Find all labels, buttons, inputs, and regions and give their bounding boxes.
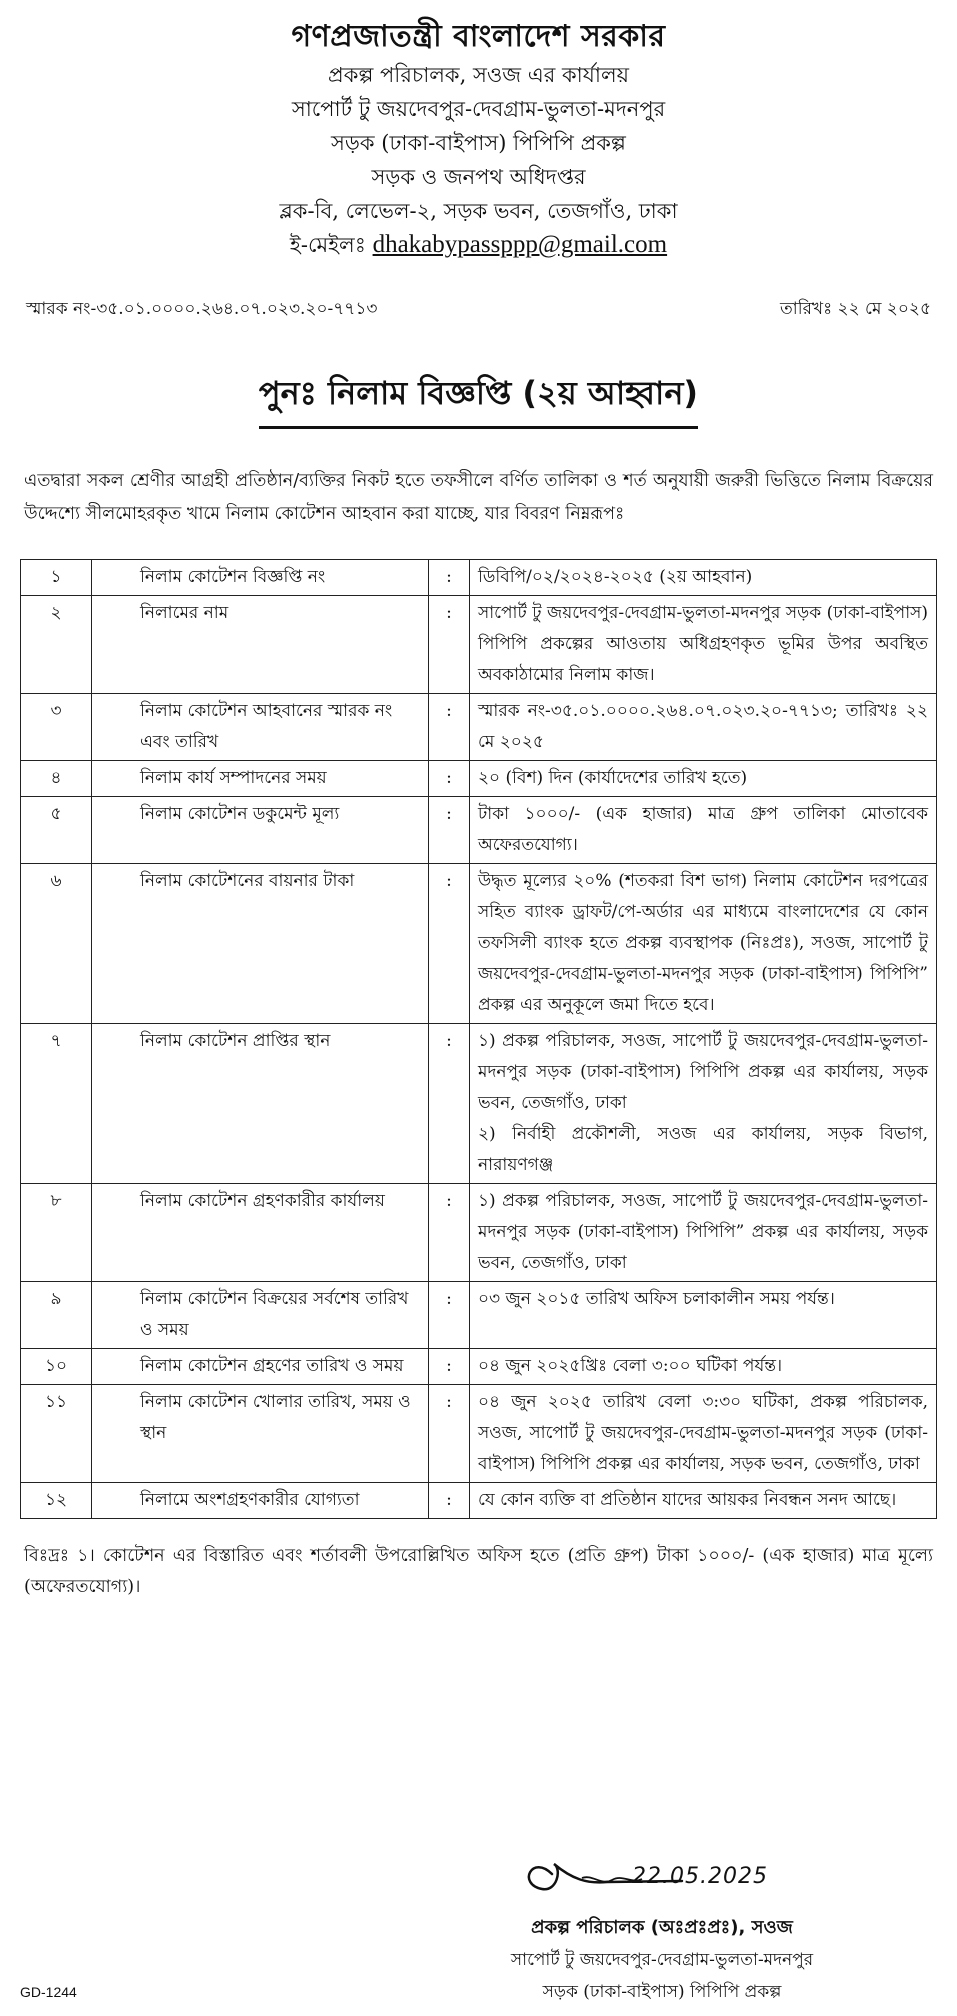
table-row: [21, 864, 937, 1024]
letterhead: [20, 16, 937, 262]
government-title: গণপ্রজাতন্ত্রী বাংলাদেশ সরকার: [291, 19, 666, 54]
row-separator: :: [429, 694, 470, 761]
row-label: নিলাম কোটেশন গ্রহণকারীর কার্যালয়: [92, 1184, 429, 1282]
office-name: প্রকল্প পরিচালক, সওজ এর কার্যালয়: [328, 63, 629, 87]
row-value: ১) প্রকল্প পরিচালক, সওজ, সাপোর্ট টু জয়দেবপুর-দেবগ্রাম-ভুলতা-মদনপুর সড়ক (ঢাকা-বাইপাস) পিপিপি” প্রকল্প এর কার্যালয়, সড়ক ভবন, তেজগাঁও, ঢাকা: [470, 1184, 937, 1282]
row-label: নিলামের নাম: [92, 596, 429, 694]
notice-page: [0, 16, 957, 2016]
row-label: নিলাম কোটেশন বিক্রয়ের সর্বশেষ তারিখ ও সময়: [92, 1282, 429, 1349]
memo-number: স্মারক নং-৩৫.০১.০০০০.২৬৪.০৭.০২৩.২০-৭৭১৩: [26, 299, 378, 319]
memo-date: তারিখঃ ২২ মে ২০২৫: [780, 299, 931, 319]
footnote: বিঃদ্রঃ ১। কোটেশন এর বিস্তারিত এবং শর্তাবলী উপরোল্লিখিত অফিস হতে (প্রতি গ্রুপ) টাকা ১০০০/- (এক হাজার) মাত্র মূল্যে (অফেরতযোগ্য)।: [24, 1546, 933, 1597]
signatory-project-line-2: সড়ক (ঢাকা-বাইপাস) পিপিপি প্রকল্প: [542, 1982, 782, 2002]
signature-block: [462, 1834, 862, 2008]
row-separator: :: [429, 1184, 470, 1282]
row-label: নিলাম কোটেশন গ্রহণের তারিখ ও সময়: [92, 1349, 429, 1385]
row-serial: ১০: [21, 1349, 92, 1385]
department-name: সড়ক ও জনপথ অধিদপ্তর: [371, 165, 586, 189]
signatory-title: প্রকল্প পরিচালক (অঃপ্রঃপ্রঃ), সওজ: [531, 1917, 793, 1938]
signature-date: 22.05.2025: [632, 1864, 768, 1889]
row-label: নিলাম কোটেশনের বায়নার টাকা: [92, 864, 429, 1024]
row-label: নিলাম কোটেশন আহবানের স্মারক নং এবং তারিখ: [92, 694, 429, 761]
row-value: ডিবিপি/০২/২০২৪-২০২৫ (২য় আহবান): [470, 560, 937, 596]
row-serial: ১: [21, 560, 92, 596]
row-serial: ৮: [21, 1184, 92, 1282]
row-label: নিলাম কার্য সম্পাদনের সময়: [92, 761, 429, 797]
row-value: স্মারক নং-৩৫.০১.০০০০.২৬৪.০৭.০২৩.২০-৭৭১৩; তারিখঃ ২২ মে ২০২৫: [470, 694, 937, 761]
table-row: [21, 1385, 937, 1483]
row-separator: :: [429, 1483, 470, 1519]
row-value: টাকা ১০০০/- (এক হাজার) মাত্র গ্রুপ তালিকা মোতাবেক অফেরতযোগ্য।: [470, 797, 937, 864]
row-label: নিলামে অংশগ্রহণকারীর যোগ্যতা: [92, 1483, 429, 1519]
row-value-line: ২) নির্বাহী প্রকৌশলী, সওজ এর কার্যালয়, সড়ক বিভাগ, নারায়ণগঞ্জ: [478, 1124, 928, 1175]
row-value: ০৪ জুন ২০২৫খ্রিঃ বেলা ৩:০০ ঘটিকা পর্যন্ত।: [470, 1349, 937, 1385]
row-value-line: ১) প্রকল্প পরিচালক, সওজ, সাপোর্ট টু জয়দেবপুর-দেবগ্রাম-ভুলতা-মদনপুর সড়ক (ঢাকা-বাইপাস) পিপিপি প্রকল্প এর কার্যালয়, সড়ক ভবন, তেজগাঁও, ঢাকা: [478, 1031, 928, 1113]
row-separator: :: [429, 1024, 470, 1184]
row-value: উদ্ধৃত মূল্যের ২০% (শতকরা বিশ ভাগ) নিলাম কোটেশন দরপত্রের সহিত ব্যাংক ড্রাফট/পে-অর্ডার এর মাধ্যমে বাংলাদেশের যে কোন তফসিলী ব্যাংক হতে প্রকল্প ব্যবস্থাপক (নিঃপ্রঃ), সওজ, সাপোর্ট টু জয়দেবপুর-দেবগ্রাম-ভুলতা-মদনপুর সড়ক (ঢাকা-বাইপাস) পিপিপি” প্রকল্প এর অনুকূলে জমা দিতে হবে।: [470, 864, 937, 1024]
row-serial: ৭: [21, 1024, 92, 1184]
table-row: [21, 761, 937, 797]
row-serial: ৩: [21, 694, 92, 761]
row-label: নিলাম কোটেশন প্রাপ্তির স্থান: [92, 1024, 429, 1184]
document-code: GD-1244: [20, 1984, 77, 2000]
row-serial: ১১: [21, 1385, 92, 1483]
table-row: [21, 694, 937, 761]
table-row: [21, 596, 937, 694]
notice-title: পুনঃ নিলাম বিজ্ঞপ্তি (২য় আহ্বান): [259, 368, 698, 429]
row-separator: :: [429, 1385, 470, 1483]
row-serial: ২: [21, 596, 92, 694]
email-link[interactable]: dhakabypassppp@gmail.com: [372, 231, 668, 258]
table-row: [21, 1024, 937, 1184]
intro-paragraph: এতদ্বারা সকল শ্রেণীর আগ্রহী প্রতিষ্ঠান/ব্যক্তির নিকট হতে তফসীলে বর্ণিত তালিকা ও শর্ত অনুযায়ী জরুরী ভিত্তিতে নিলাম বিক্রয়ের উদ্দেশ্যে সীলমোহরকৃত খামে নিলাম কোটেশন আহবান করা যাচ্ছে, যার বিবরণ নিম্নরূপঃ: [24, 471, 933, 524]
email-line: [20, 228, 937, 262]
row-label: নিলাম কোটেশন ডকুমেন্ট মূল্য: [92, 797, 429, 864]
table-row: [21, 1282, 937, 1349]
row-value: ০৪ জুন ২০২৫ তারিখ বেলা ৩:৩০ ঘটিকা, প্রকল্প পরিচালক, সওজ, সাপোর্ট টু জয়দেবপুর-দেবগ্রাম-ভুলতা-মদনপুর সড়ক (ঢাকা-বাইপাস) পিপিপি প্রকল্প এর কার্যালয়, সড়ক ভবন, তেজগাঁও, ঢাকা: [470, 1385, 937, 1483]
row-separator: :: [429, 596, 470, 694]
row-serial: ১২: [21, 1483, 92, 1519]
row-value: যে কোন ব্যক্তি বা প্রতিষ্ঠান যাদের আয়কর নিবন্ধন সনদ আছে।: [470, 1483, 937, 1519]
row-serial: ৯: [21, 1282, 92, 1349]
project-line-1: সাপোর্ট টু জয়দেবপুর-দেবগ্রাম-ভুলতা-মদনপুর: [291, 97, 666, 121]
row-separator: :: [429, 761, 470, 797]
table-row: [21, 1349, 937, 1385]
signature-area: [462, 1834, 862, 1904]
signatory-project-line-1: সাপোর্ট টু জয়দেবপুর-দেবগ্রাম-ভুলতা-মদনপুর: [510, 1950, 814, 1970]
table-row: [21, 797, 937, 864]
project-line-2: সড়ক (ঢাকা-বাইপাস) পিপিপি প্রকল্প: [331, 131, 626, 155]
row-separator: :: [429, 560, 470, 596]
table-row: [21, 560, 937, 596]
auction-details-table: [20, 559, 937, 1519]
row-separator: :: [429, 1349, 470, 1385]
row-separator: :: [429, 1282, 470, 1349]
table-row: [21, 1483, 937, 1519]
row-label: নিলাম কোটেশন খোলার তারিখ, সময় ও স্থান: [92, 1385, 429, 1483]
reference-row: [20, 296, 937, 324]
row-serial: ৪: [21, 761, 92, 797]
notice-title-wrap: [20, 368, 937, 429]
office-address: ব্লক-বি, লেভেল-২, সড়ক ভবন, তেজগাঁও, ঢাকা: [279, 199, 678, 223]
table-row: [21, 1184, 937, 1282]
email-label: ই-মেইলঃ: [289, 233, 366, 257]
row-separator: :: [429, 797, 470, 864]
row-serial: ৬: [21, 864, 92, 1024]
row-value: ০৩ জুন ২০১৫ তারিখ অফিস চলাকালীন সময় পর্যন্ত।: [470, 1282, 937, 1349]
row-value: ২০ (বিশ) দিন (কার্যাদেশের তারিখ হতে): [470, 761, 937, 797]
row-label: নিলাম কোটেশন বিজ্ঞপ্তি নং: [92, 560, 429, 596]
auction-details-body: [21, 560, 937, 1519]
row-separator: :: [429, 864, 470, 1024]
row-value: সাপোর্ট টু জয়দেবপুর-দেবগ্রাম-ভুলতা-মদনপুর সড়ক (ঢাকা-বাইপাস) পিপিপি প্রকল্পের আওতায় অধিগ্রহণকৃত ভূমির উপর অবস্থিত অবকাঠামোর নিলাম কাজ।: [470, 596, 937, 694]
row-value: [470, 1024, 937, 1184]
row-serial: ৫: [21, 797, 92, 864]
